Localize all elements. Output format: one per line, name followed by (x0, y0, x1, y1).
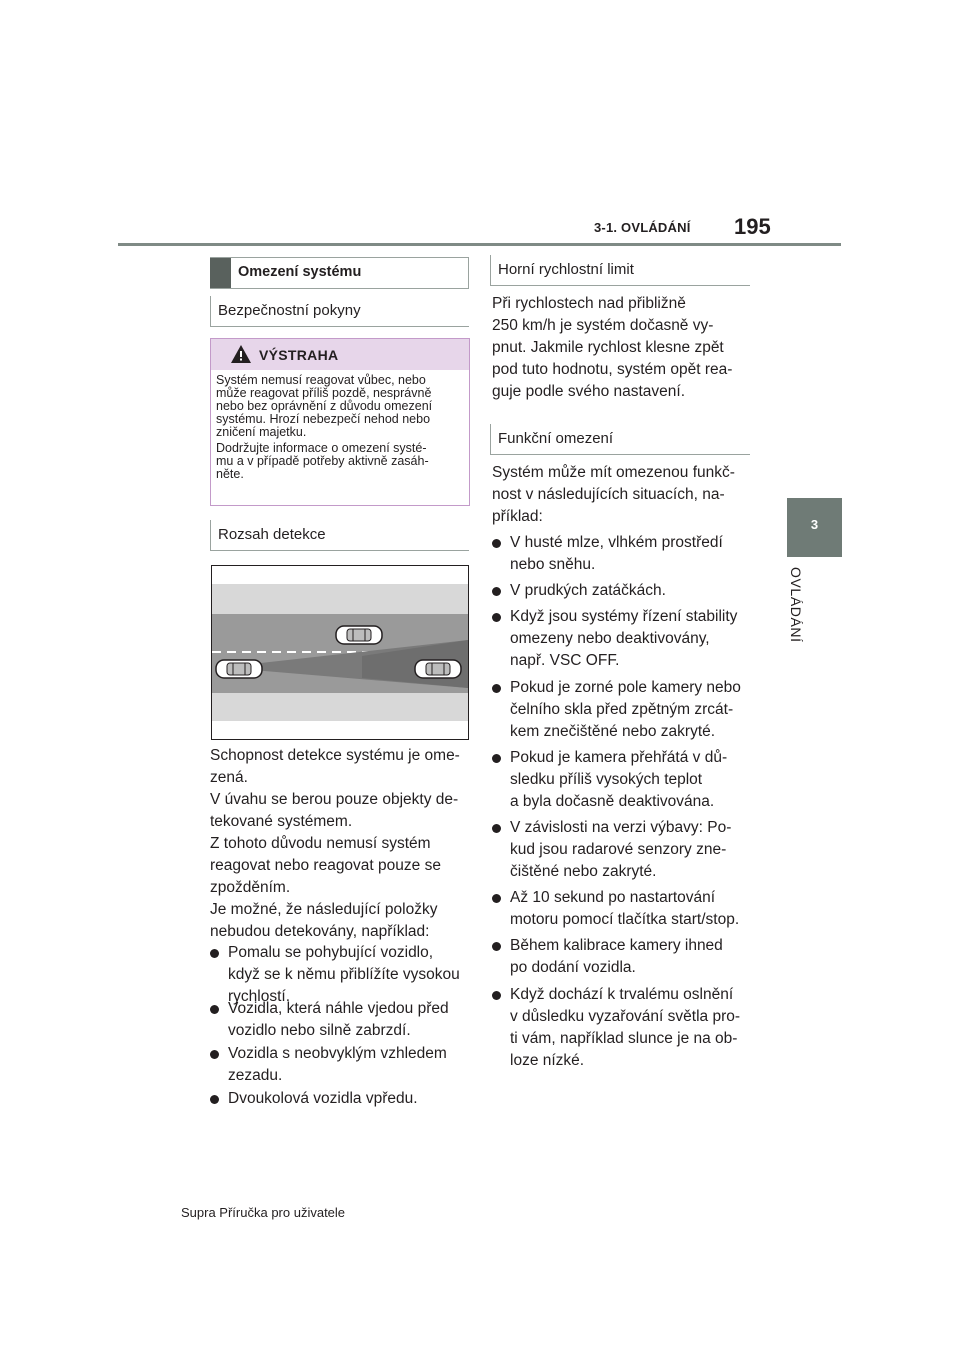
warning-line: může reagovat příliš pozdě, nesprávně (216, 386, 432, 400)
list-item-text: sledku příliš vysokých teplot (510, 771, 703, 788)
list-item-text: V závislosti na verzi výbavy: Po- (510, 819, 732, 836)
list-item (492, 817, 750, 887)
body-text: 250 km/h je systém dočasně vy- (492, 317, 714, 334)
list-item (492, 580, 750, 606)
road-diagram (212, 566, 468, 739)
bullet-icon (492, 894, 501, 903)
body-text: V úvahu se berou pouze objekty de- (210, 791, 459, 808)
list-item (492, 984, 750, 1076)
list-item (210, 1043, 468, 1091)
body-text: Při rychlostech nad přibližně (492, 295, 686, 312)
list-item (210, 1088, 468, 1114)
bullet-icon (492, 754, 501, 763)
warning-triangle-icon (230, 344, 252, 364)
body-text: Schopnost detekce systému je ome- (210, 747, 460, 764)
car-ahead-icon (336, 626, 382, 644)
body-text: zená. (210, 769, 248, 786)
list-item-text: V prudkých zatáčkách. (510, 582, 666, 599)
bullet-icon (492, 613, 501, 622)
body-text: reagovat nebo reagovat pouze se (210, 857, 441, 874)
page-number: 195 (734, 214, 771, 239)
section-header-bar (210, 258, 231, 288)
footer-text: Supra Příručka pro uživatele (181, 1205, 346, 1220)
road-upper-lane (212, 584, 468, 614)
list-item-text: Vozidla, která náhle vjedou před (228, 1000, 449, 1017)
list-item-text: Pomalu se pohybující vozidlo, (228, 944, 434, 961)
list-item-text: v důsledku vyzařování světla pro- (510, 1008, 741, 1025)
warning-line: něte. (216, 467, 244, 481)
list-item-text: Až 10 sekund po nastartování (510, 889, 716, 906)
list-item-text: motoru pomocí tlačítka start/stop. (510, 911, 740, 928)
list-item (210, 932, 468, 1005)
subsection-header-safety (210, 296, 469, 327)
list-item (492, 677, 750, 747)
bullet-icon (492, 942, 501, 951)
body-text: pnut. Jakmile rychlost klesne zpět (492, 339, 724, 356)
subsection-title-safety: Bezpečnostní pokyny (218, 302, 361, 319)
warning-line: Systém nemusí reagovat vůbec, nebo (216, 373, 426, 387)
bullet-icon (492, 991, 501, 1000)
list-item-text: Dvoukolová vozidla vpředu. (228, 1090, 418, 1107)
bullet-icon (492, 684, 501, 693)
list-item-text: nebo sněhu. (510, 556, 596, 573)
chapter-label-text: OVLÁDÁNÍ (788, 567, 804, 643)
chapter-label (786, 567, 806, 657)
body-text: Systém může mít omezenou funkč- (492, 464, 735, 481)
own-car-icon (415, 660, 461, 678)
body-text: nost v následujících situacích, na- (492, 486, 725, 503)
list-item-text: kud jsou radarové senzory zne- (510, 841, 727, 858)
list-item-text: Když dochází k trvalému oslnění (510, 986, 734, 1003)
body-text: nebudou detekovány, například: (210, 923, 430, 940)
list-item (492, 532, 750, 580)
list-item-text: Pokud je zorné pole kamery nebo (510, 679, 741, 696)
warning-line: mu a v případě potřeby aktivně zasáh- (216, 454, 429, 468)
running-header-section: 3-1. OVLÁDÁNÍ (594, 220, 691, 235)
list-item (492, 935, 750, 983)
bullet-icon (210, 949, 219, 958)
detection-range-illustration (211, 565, 469, 740)
list-item-text: čištěné nebo zakryté. (510, 863, 657, 880)
list-item-text: Během kalibrace kamery ihned (510, 937, 723, 954)
chapter-number: 3 (810, 517, 819, 532)
bullet-icon (492, 587, 501, 596)
list-item (492, 606, 750, 676)
list-item-text: když se k němu přiblížíte vysokou (228, 966, 460, 983)
warning-line: nebo bez oprávnění z důvodu omezení (216, 399, 433, 413)
subsection-header-function (490, 424, 750, 455)
bullet-icon (210, 1050, 219, 1059)
list-item-text: vozidlo nebo silně zabrzdí. (228, 1022, 411, 1039)
body-text: tekované systémem. (210, 813, 353, 830)
list-item-text: V husté mlze, vlhkém prostředí (510, 534, 723, 551)
body-text: pod tuto hodnotu, systém opět rea- (492, 361, 733, 378)
warning-header (211, 339, 469, 370)
list-item-text: omezeny nebo deaktivovány, (510, 630, 710, 647)
body-text: příklad: (492, 508, 543, 525)
warning-box (210, 338, 470, 506)
warning-line: Dodržujte informace o omezení systé- (216, 441, 427, 455)
subsection-title-function: Funkční omezení (498, 430, 614, 447)
warning-title: VÝSTRAHA (259, 347, 339, 363)
section-title: Omezení systému (238, 264, 362, 280)
bullet-icon (492, 539, 501, 548)
list-item (492, 887, 750, 935)
subsection-title-range: Rozsah detekce (218, 526, 326, 543)
list-item-text: Když jsou systémy řízení stability (510, 608, 738, 625)
list-item-text: např. VSC OFF. (510, 652, 620, 669)
bullet-icon (492, 824, 501, 833)
warning-line: zničení majetku. (216, 425, 307, 439)
list-item (210, 998, 468, 1046)
list-item-text: kem znečištěné nebo zakryté. (510, 723, 716, 740)
subsection-title-speed: Horní rychlostní limit (498, 261, 634, 278)
list-item-text: ti vám, například slunce je na ob- (510, 1030, 738, 1047)
subsection-header-speed (490, 255, 750, 286)
body-text: Z tohoto důvodu nemusí systém (210, 835, 431, 852)
road-lower-lane (212, 693, 468, 721)
list-item-text: čelního skla před zpětným zrcát- (510, 701, 734, 718)
list-item-text: loze nízké. (510, 1052, 585, 1069)
list-item-text: a byla dočasně deaktivována. (510, 793, 715, 810)
car-left-icon (216, 660, 262, 678)
list-item-text: Vozidla s neobvyklým vzhledem (228, 1045, 447, 1062)
body-text: guje podle svého nastavení. (492, 383, 686, 400)
subsection-header-range (210, 520, 469, 551)
warning-line: systému. Hrozí nebezpečí nehod nebo (216, 412, 431, 426)
list-item-text: po dodání vozidla. (510, 959, 636, 976)
body-text: Je možné, že následující položky (210, 901, 438, 918)
section-header-system-limits (210, 257, 469, 289)
bullet-icon (210, 1095, 219, 1104)
list-item-text: Pokud je kamera přehřátá v dů- (510, 749, 728, 766)
header-rule (118, 243, 841, 246)
chapter-tab (787, 498, 842, 557)
list-item (492, 747, 750, 817)
list-item-text: rychlostí. (228, 988, 291, 1005)
body-text: zpožděním. (210, 879, 291, 896)
bullet-icon (210, 1005, 219, 1014)
list-item-text: zezadu. (228, 1067, 283, 1084)
